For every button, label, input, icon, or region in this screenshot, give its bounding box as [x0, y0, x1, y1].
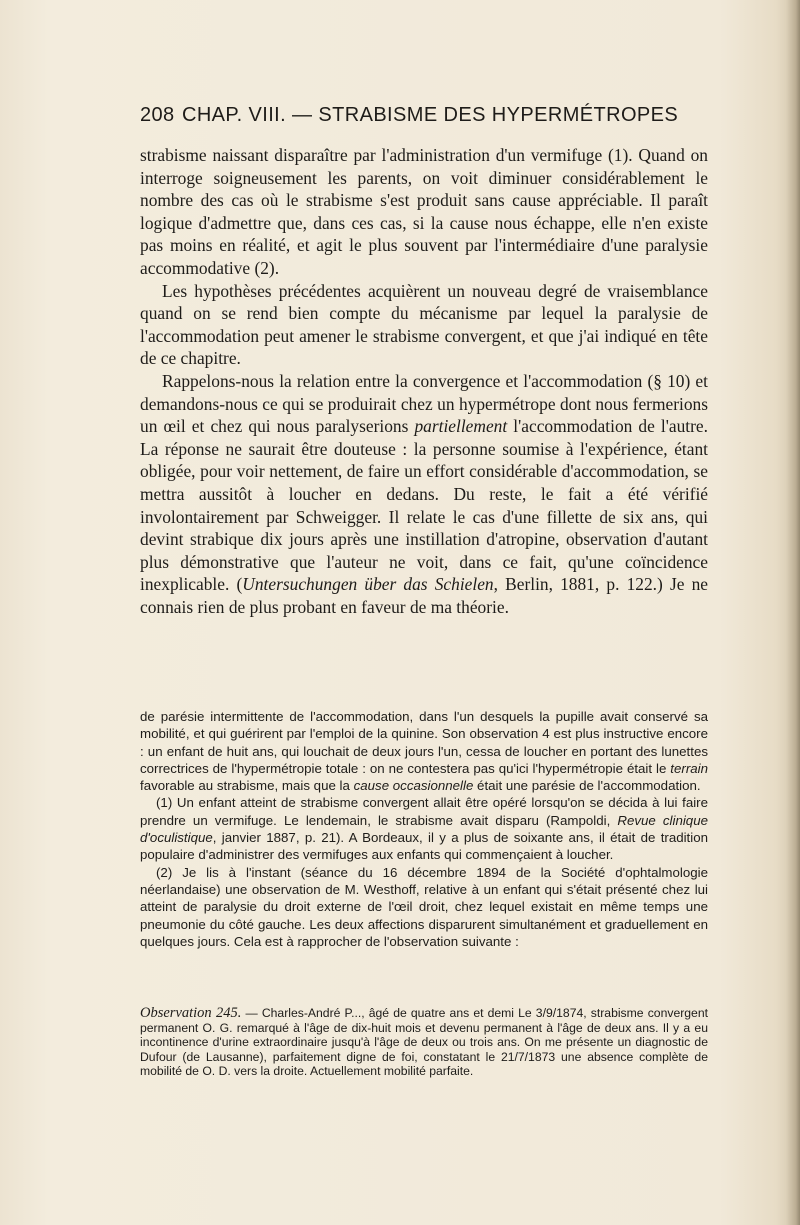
paragraph-3-part-a: Rappelons-nous la relation entre la convergence et l'accommodation (§ 10) et demandons-nous ce qui se produirait chez un hypermétrope dont nous fermerions un œil et chez qui nous paralyserions — [140, 370, 708, 437]
running-title: CHAP. VIII. — STRABISME DES HYPERMÉTROPES — [182, 104, 679, 126]
footnote-1 — [140, 794, 708, 863]
footnotes — [140, 708, 708, 950]
footnote-continuation — [140, 708, 708, 794]
paragraph-3-part-b: l'accommodation de l'autre. La réponse ne saurait être douteuse : la personne soumise à l'expérience, étant obligée, pour voir nettement, de faire un effort considérable d'accommodation, se mettra aussitôt à loucher en dedans. Du reste, le fait a été vérifié involontairement par Schweigger. Il relate le cas d'une fillette de six ans, qui devint strabique dix jours après une instillation d'atropine, observation d'autant plus démonstrative que l'auteur ne voit, dans ce fait, qu'une coïncidence inexplicable. ( — [140, 416, 708, 595]
footnote-cont-emphasis-1: terrain — [670, 760, 708, 776]
footnote-1-part-b: , janvier 1887, p. 21). A Bordeaux, il y a plus de soixante ans, il était de tradition populaire d'administrer des vermifuges aux enfants qui commençaient à loucher. — [140, 830, 708, 863]
footnote-cont-part-a: de parésie intermittente de l'accommodation, dans l'un desquels la pupille avait conservé sa mobilité, et qui guérirent par l'emploi de la quinine. Son observation 4 est plus instructive encore : un enfant de huit ans, qui louchait de deux jours l'un, cessa de loucher en portant des lunettes correctrices de l'hypermétropie totale : on ne contestera pas qu'ici l'hypermétropie était le — [140, 709, 708, 776]
paragraph-3-part-c: , Berlin, 1881, p. 122.) Je ne connais rien de plus probant en faveur de ma théorie. — [140, 574, 708, 617]
footnote-cont-part-b: favorable au strabisme, mais que la — [140, 778, 354, 794]
paragraph-2: Les hypothèses précédentes acquièrent un nouveau degré de vraisemblance quand on se rend bien compte du mécanisme par lequel la paralysie de l'accommodation peut amener le strabisme convergent, et que j'ai indiqué en tête de ce chapitre. — [140, 280, 708, 369]
observation-title: Observation 245. — [140, 1005, 242, 1021]
paragraph-3 — [140, 370, 708, 619]
observation-text: — Charles-André P..., âgé de quatre ans et demi Le 3/9/1874, strabisme convergent permanent O. G. remarqué à l'âge de dix-huit mois et devenu permanent à l'âge de deux ans. Il y a eu incontinence d'urine extraordinaire jusqu'à l'âge de deux ou trois ans. On me présente un diagnostic de Dufour (de Lausanne), parfaitement digne de foi, constatant le 21/7/1873 une absence complète de mobilité de O. D. vers la droite. Actuellement mobilité parfaite. — [140, 1006, 708, 1079]
observation-block — [140, 1006, 708, 1079]
main-text — [140, 144, 708, 618]
footnote-1-part-a: (1) Un enfant atteint de strabisme convergent allait être opéré lorsqu'on se décida à lui faire prendre un vermifuge. Le lendemain, le strabisme avait disparu (Rampoldi, — [140, 795, 708, 828]
paragraph-1: strabisme naissant disparaître par l'administration d'un vermifuge (1). Quand on interroge soigneusement les parents, on voit diminuer considérablement le nombre des cas où le strabisme s'est produit sans cause appréciable. Il paraît logique d'admettre que, dans ces cas, si la cause nous échappe, elle n'en existe pas moins en réalité, et agit le plus souvent par l'intermédiaire d'une paralysie accommodative (2). — [140, 145, 708, 278]
footnote-cont-part-c: était une parésie de l'accommodation. — [473, 778, 701, 794]
observation-paragraph — [140, 1006, 708, 1079]
footnote-1-journal: Revue clinique d'oculistique — [140, 812, 708, 846]
paragraph-3-book-title: Untersuchungen über das Schielen — [242, 574, 494, 595]
page-number: 208 — [140, 104, 175, 126]
paragraph-3-emphasis: partiellement — [414, 416, 508, 437]
footnote-cont-emphasis-2: cause occasionnelle — [353, 778, 474, 794]
footnote-2: (2) Je lis à l'instant (séance du 16 décembre 1894 de la Société d'ophtalmologie néerlandaise) une observation de M. Westhoff, relative à un enfant qui s'était présenté chez lui atteint de paralysie du droit externe de l'œil droit, chez lequel existait en même temps une pneumonie du côté gauche. Les deux affections disparurent simultanément et graduellement en quelques jours. Cela est à rapprocher de l'observation suivante : — [140, 864, 708, 949]
page-gutter-shadow — [786, 0, 800, 1225]
running-header — [140, 104, 715, 134]
